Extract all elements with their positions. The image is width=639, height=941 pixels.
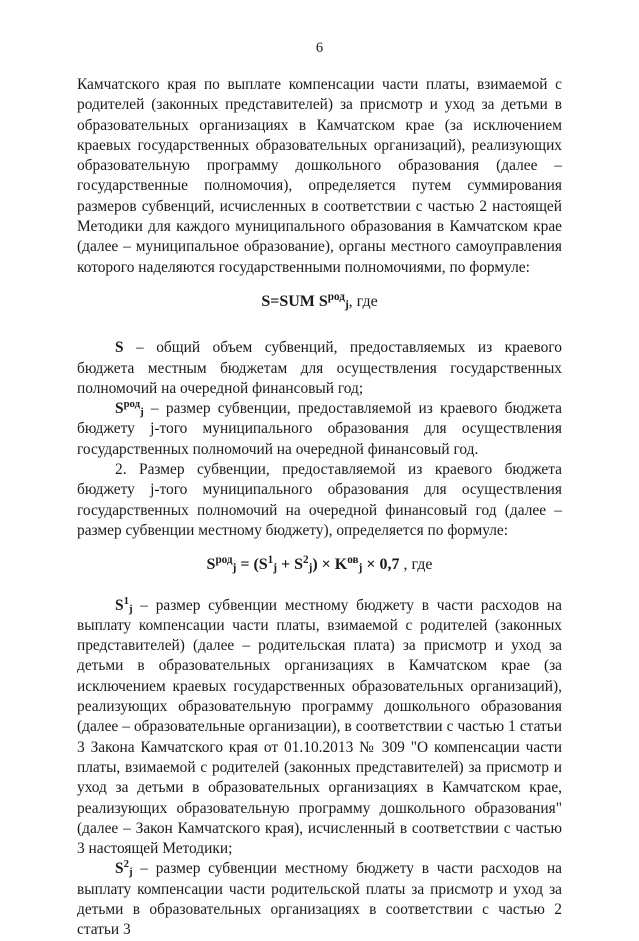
- formula-1-sup: род: [327, 290, 345, 303]
- def-srod-sub: j: [140, 406, 144, 419]
- def-s2-text: – размер субвенции местному бюджету в части расходов на выплату компенсации части родительской платы за присмотр и уход за детьми в образовательных организациях в соответствии с частью 2 статьи 3: [77, 860, 562, 939]
- def-srod-sup: род: [123, 398, 141, 411]
- def-s2-sup: 2: [123, 858, 129, 871]
- formula-1-sub: j: [344, 299, 349, 312]
- definition-s2: [77, 859, 562, 940]
- def-s1-sup: 1: [123, 594, 129, 607]
- def-srod-text: – размер субвенции, предоставляемой из краевого бюджета бюджету j-того муниципального образования для осуществления государственных полномочий на очередной финансовый год.: [77, 400, 562, 458]
- f2-times: ) × K: [312, 556, 348, 574]
- def-s1-symbol: S: [115, 596, 124, 614]
- f2-s2-sup: 2: [303, 554, 309, 567]
- def-s2-symbol: S: [115, 860, 124, 878]
- section-2-paragraph: 2. Размер субвенции, предоставляемой из краевого бюджета бюджету j-того муниципального образования для осуществления государственных полномочий на очередной финансовый год (далее – размер субвенции местному бюджету), определяется по формуле:: [77, 461, 562, 539]
- def-s-symbol: S: [115, 339, 124, 357]
- total-subvention-formula: [77, 292, 562, 312]
- document-body: [77, 75, 562, 941]
- f2-s-sup: род: [215, 554, 233, 567]
- definition-s1: [77, 596, 562, 860]
- formula-1-tail: , где: [348, 292, 378, 310]
- f2-s1-sup: 1: [267, 554, 274, 567]
- page-number: 6: [315, 40, 324, 56]
- definition-srod: [77, 399, 562, 460]
- def-s-text: – общий объем субвенций, предоставляемых из краевого бюджета местным бюджетам для осуществления государственных полномочий на очередной финансовый год;: [77, 339, 562, 397]
- f2-s-sub: j: [232, 562, 237, 575]
- f2-k-sub: j: [358, 562, 363, 575]
- formula-1-lhs: S=SUM S: [261, 292, 328, 310]
- f2-tail: , где: [399, 556, 433, 574]
- f2-s2-sub: j: [308, 562, 313, 575]
- f2-eq: = (S: [236, 556, 268, 574]
- def-s2-sub: j: [128, 866, 133, 879]
- f2-s1-sub: j: [273, 562, 277, 575]
- f2-k-sup: ов: [347, 554, 359, 567]
- definition-s: [77, 338, 562, 399]
- def-s1-sub: j: [128, 602, 133, 615]
- def-srod-symbol: S: [115, 400, 124, 418]
- f2-s: S: [206, 556, 216, 574]
- local-subvention-formula: [77, 555, 562, 575]
- f2-coef: × 0,7: [362, 556, 400, 574]
- def-s1-text: – размер субвенции местному бюджету в части расходов на выплату компенсации части платы, взимаемой с родителей (законных представителей) (далее – родительская плата) за присмотр и уход за детьми в образовательных организациях в Камчатском крае (за исключением краевых государственных образовательных организаций), реализующих образовательную программу дошкольного образования (далее – образовательные организации), в соответствии с частью 1 статьи 3 Закона Камчатского края от 01.10.2013 № 309 "О компенсации части платы, взимаемой с родителей (законных представителей) за присмотр и уход за детьми в образовательных организациях в Камчатском крае, реализующих образовательную программу дошкольного образования" (далее – Закон Камчатского края), исчисленный в соответствии с частью 3 настоящей Методики;: [77, 596, 562, 858]
- intro-paragraph: Камчатского края по выплате компенсации части платы, взимаемой с родителей (законных представителей) за присмотр и уход за детьми в образовательных организациях в Камчатском крае (за исключением краевых государственных образовательных организаций), реализующих образовательную программу дошкольного образования (далее – государственные полномочия), определяется путем суммирования размеров субвенций, исчисленных в соответствии с частью 2 настоящей Методики для каждого муниципального образования в Камчатском крае (далее – муниципальное образование), органы местного самоуправления которого наделяются государственными полномочиями, по формуле:: [77, 76, 562, 276]
- f2-plus: + S: [277, 556, 304, 574]
